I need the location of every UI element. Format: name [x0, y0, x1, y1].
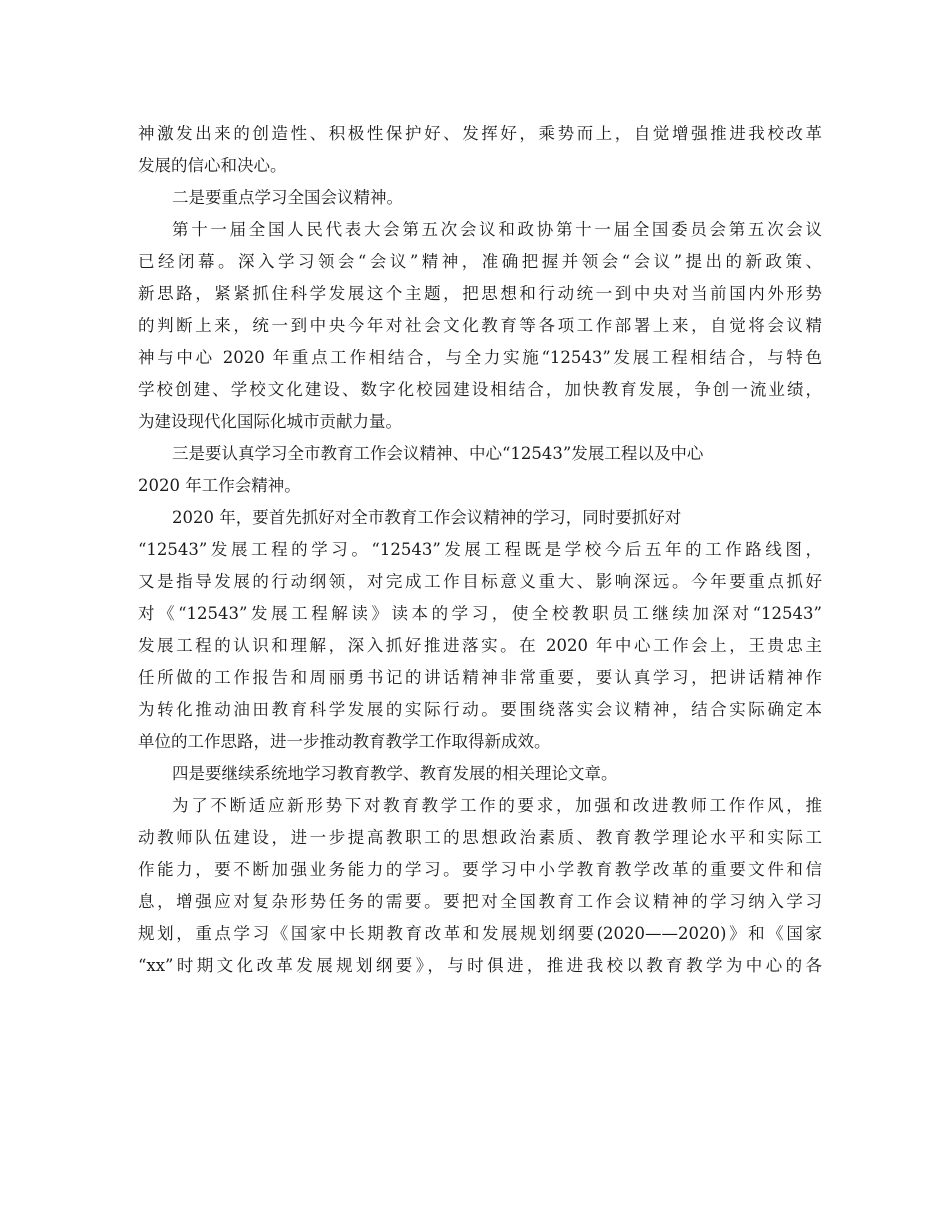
document-body — [138, 114, 822, 978]
text-line: 动教师队伍建设，进一步提高教职工的思想政治素质、教育教学理论水平和实际工 — [138, 828, 822, 847]
text-line: 单位的工作思路，进一步推动教育教学工作取得新成效。 — [138, 732, 551, 751]
text-line: 对《“12543”发展工程解读》读本的学习，使全校教职员工继续加深对“12543” — [138, 604, 822, 623]
text-line: 已经闭幕。深入学习领会“会议”精神，准确把握并领会“会议”提出的新政策、 — [138, 252, 822, 271]
text-line: 三是要认真学习全市教育工作会议精神、中心“12543”发展工程以及中心 — [172, 444, 704, 463]
text-line: 神激发出来的创造性、积极性保护好、发挥好，乘势而上，自觉增强推进我校改革 — [138, 124, 822, 143]
text-line: 作能力，要不断加强业务能力的学习。要学习中小学教育教学改革的重要文件和信 — [138, 860, 822, 879]
text-line: 又是指导发展的行动纲领，对完成工作目标意义重大、影响深远。今年要重点抓好 — [138, 572, 822, 591]
text-line: 息，增强应对复杂形势任务的需要。要把对全国教育工作会议精神的学习纳入学习 — [138, 892, 822, 911]
text-line: “12543”发展工程的学习。“12543”发展工程既是学校今后五年的工作路线图， — [138, 540, 822, 559]
text-line: 规划，重点学习《国家中长期教育改革和发展规划纲要(2020——2020)》和《国家 — [138, 924, 822, 943]
text-line: 新思路，紧紧抓住科学发展这个主题，把思想和行动统一到中央对当前国内外形势 — [138, 284, 822, 303]
text-line: 神与中心 2020 年重点工作相结合，与全力实施“12543”发展工程相结合，与特色 — [138, 348, 822, 367]
text-line: 的判断上来，统一到中央今年对社会文化教育等各项工作部署上来，自觉将会议精 — [138, 316, 822, 335]
text-line: 为转化推动油田教育科学发展的实际行动。要围绕落实会议精神，结合实际确定本 — [138, 700, 822, 719]
text-line: 为建设现代化国际化城市贡献力量。 — [138, 412, 402, 431]
text-line: 任所做的工作报告和周丽勇书记的讲话精神非常重要，要认真学习，把讲话精神作 — [138, 668, 822, 687]
text-line: 发展工程的认识和理解，深入抓好推进落实。在 2020 年中心工作会上，王贵忠主 — [138, 636, 822, 655]
text-line: 2020 年工作会精神。 — [138, 476, 301, 495]
text-line: 发展的信心和决心。 — [138, 156, 287, 175]
text-line: 第十一届全国人民代表大会第五次会议和政协第十一届全国委员会第五次会议 — [172, 220, 822, 239]
text-line: “xx”时期文化改革发展规划纲要》，与时俱进，推进我校以教育教学为中心的各 — [138, 956, 822, 975]
text-line: 为了不断适应新形势下对教育教学工作的要求，加强和改进教师工作作风，推 — [172, 796, 822, 815]
text-line: 四是要继续系统地学习教育教学、教育发展的相关理论文章。 — [172, 764, 618, 783]
text-line: 2020 年，要首先抓好对全市教育工作会议精神的学习，同时要抓好对 — [172, 508, 682, 527]
text-line: 学校创建、学校文化建设、数字化校园建设相结合，加快教育发展，争创一流业绩， — [138, 380, 822, 399]
text-line: 二是要重点学习全国会议精神。 — [172, 188, 403, 207]
